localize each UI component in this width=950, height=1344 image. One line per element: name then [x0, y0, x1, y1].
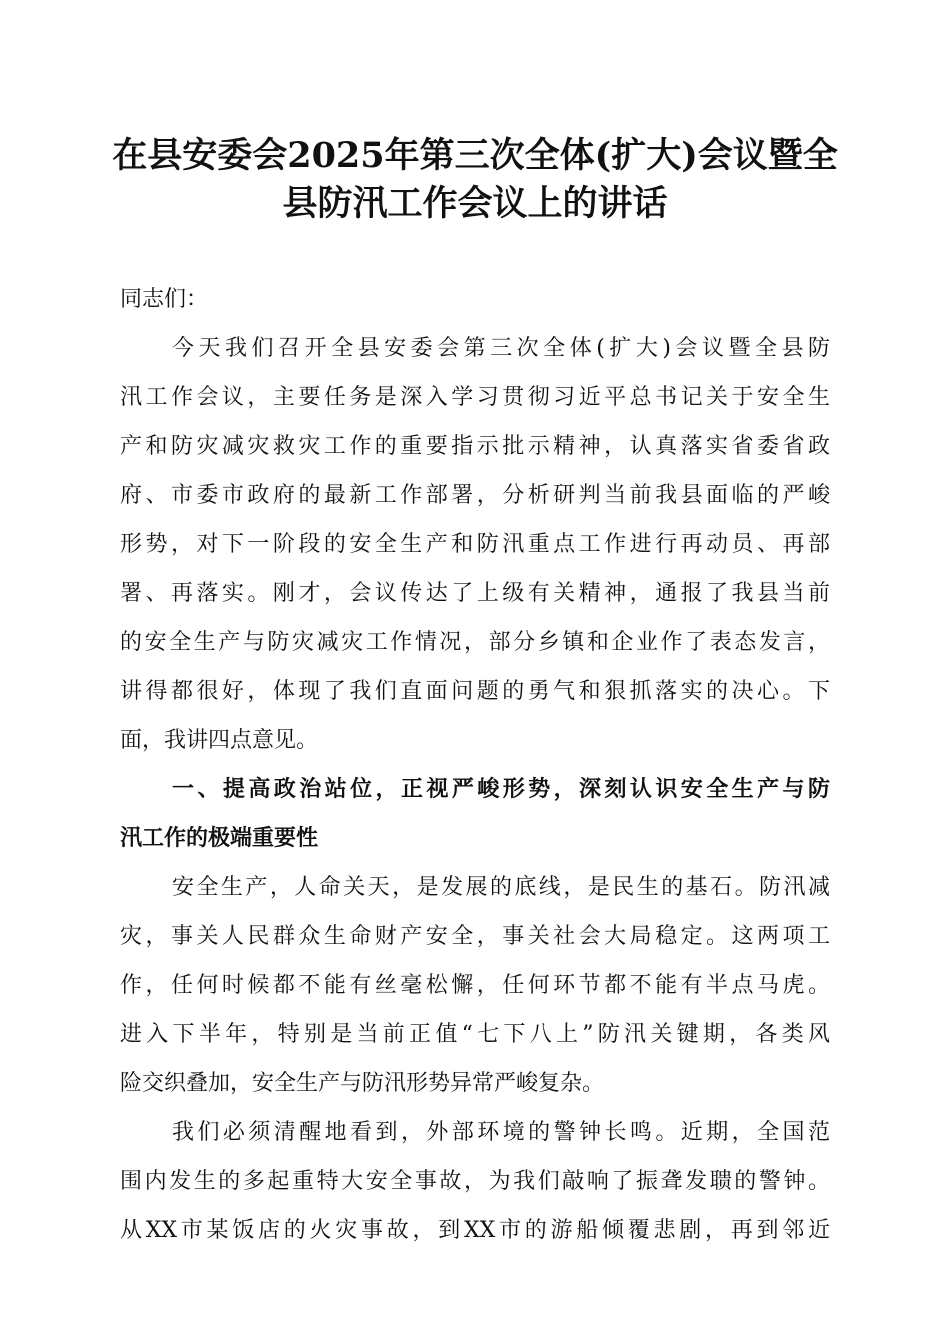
paragraph-safety — [120, 870, 830, 1115]
title-line: 在县安委会2025年第三次全体(扩大)会议暨全 — [112, 135, 838, 176]
document-title — [100, 132, 850, 228]
salutation: 同志们： — [120, 287, 209, 312]
paragraph-line: 产和防灾减灾救灾工作的重要指示批示精神，认真落实省委省政 — [120, 434, 830, 459]
paragraph-line: 府、市委市政府的最新工作部署，分析研判当前我县面临的严峻 — [120, 483, 830, 508]
document-body — [120, 282, 830, 1248]
paragraph-warning — [120, 1115, 830, 1248]
paragraph-line: 从XX市某饭店的火灾事故，到XX市的游船倾覆悲剧，再到邻近 — [120, 1218, 830, 1243]
paragraph-line: 围内发生的多起重特大安全事故，为我们敲响了振聋发聩的警钟。 — [120, 1169, 830, 1194]
title-line: 县防汛工作会议上的讲话 — [282, 183, 668, 224]
heading-line: 汛工作的极端重要性 — [120, 826, 319, 851]
paragraph-line: 灾，事关人民群众生命财产安全，事关社会大局稳定。这两项工 — [120, 924, 830, 949]
paragraph-line: 的安全生产与防灾减灾工作情况，部分乡镇和企业作了表态发言， — [120, 630, 830, 655]
paragraph-line: 进入下半年，特别是当前正值“七下八上”防汛关键期，各类风 — [120, 1022, 830, 1047]
paragraph-line: 险交织叠加，安全生产与防汛形势异常严峻复杂。 — [120, 1071, 605, 1096]
paragraph-intro — [120, 331, 830, 772]
paragraph-line: 面，我讲四点意见。 — [120, 728, 319, 753]
paragraph-line: 安全生产，人命关天，是发展的底线，是民生的基石。防汛减 — [172, 875, 830, 900]
paragraph-line: 形势，对下一阶段的安全生产和防汛重点工作进行再动员、再部 — [120, 532, 830, 557]
paragraph-line: 署、再落实。刚才，会议传达了上级有关精神，通报了我县当前 — [120, 581, 830, 606]
paragraph-line: 作，任何时候都不能有丝毫松懈，任何环节都不能有半点马虎。 — [120, 973, 830, 998]
paragraph-line: 今天我们召开全县安委会第三次全体(扩大)会议暨全县防 — [172, 336, 830, 361]
heading-line: 一、提高政治站位，正视严峻形势，深刻认识安全生产与防 — [172, 777, 830, 802]
paragraph-line: 我们必须清醒地看到，外部环境的警钟长鸣。近期，全国范 — [172, 1120, 830, 1145]
paragraph-line: 汛工作会议，主要任务是深入学习贯彻习近平总书记关于安全生 — [120, 385, 830, 410]
section-heading-1 — [120, 772, 830, 870]
paragraph-line: 讲得都很好，体现了我们直面问题的勇气和狠抓落实的决心。下 — [120, 679, 830, 704]
